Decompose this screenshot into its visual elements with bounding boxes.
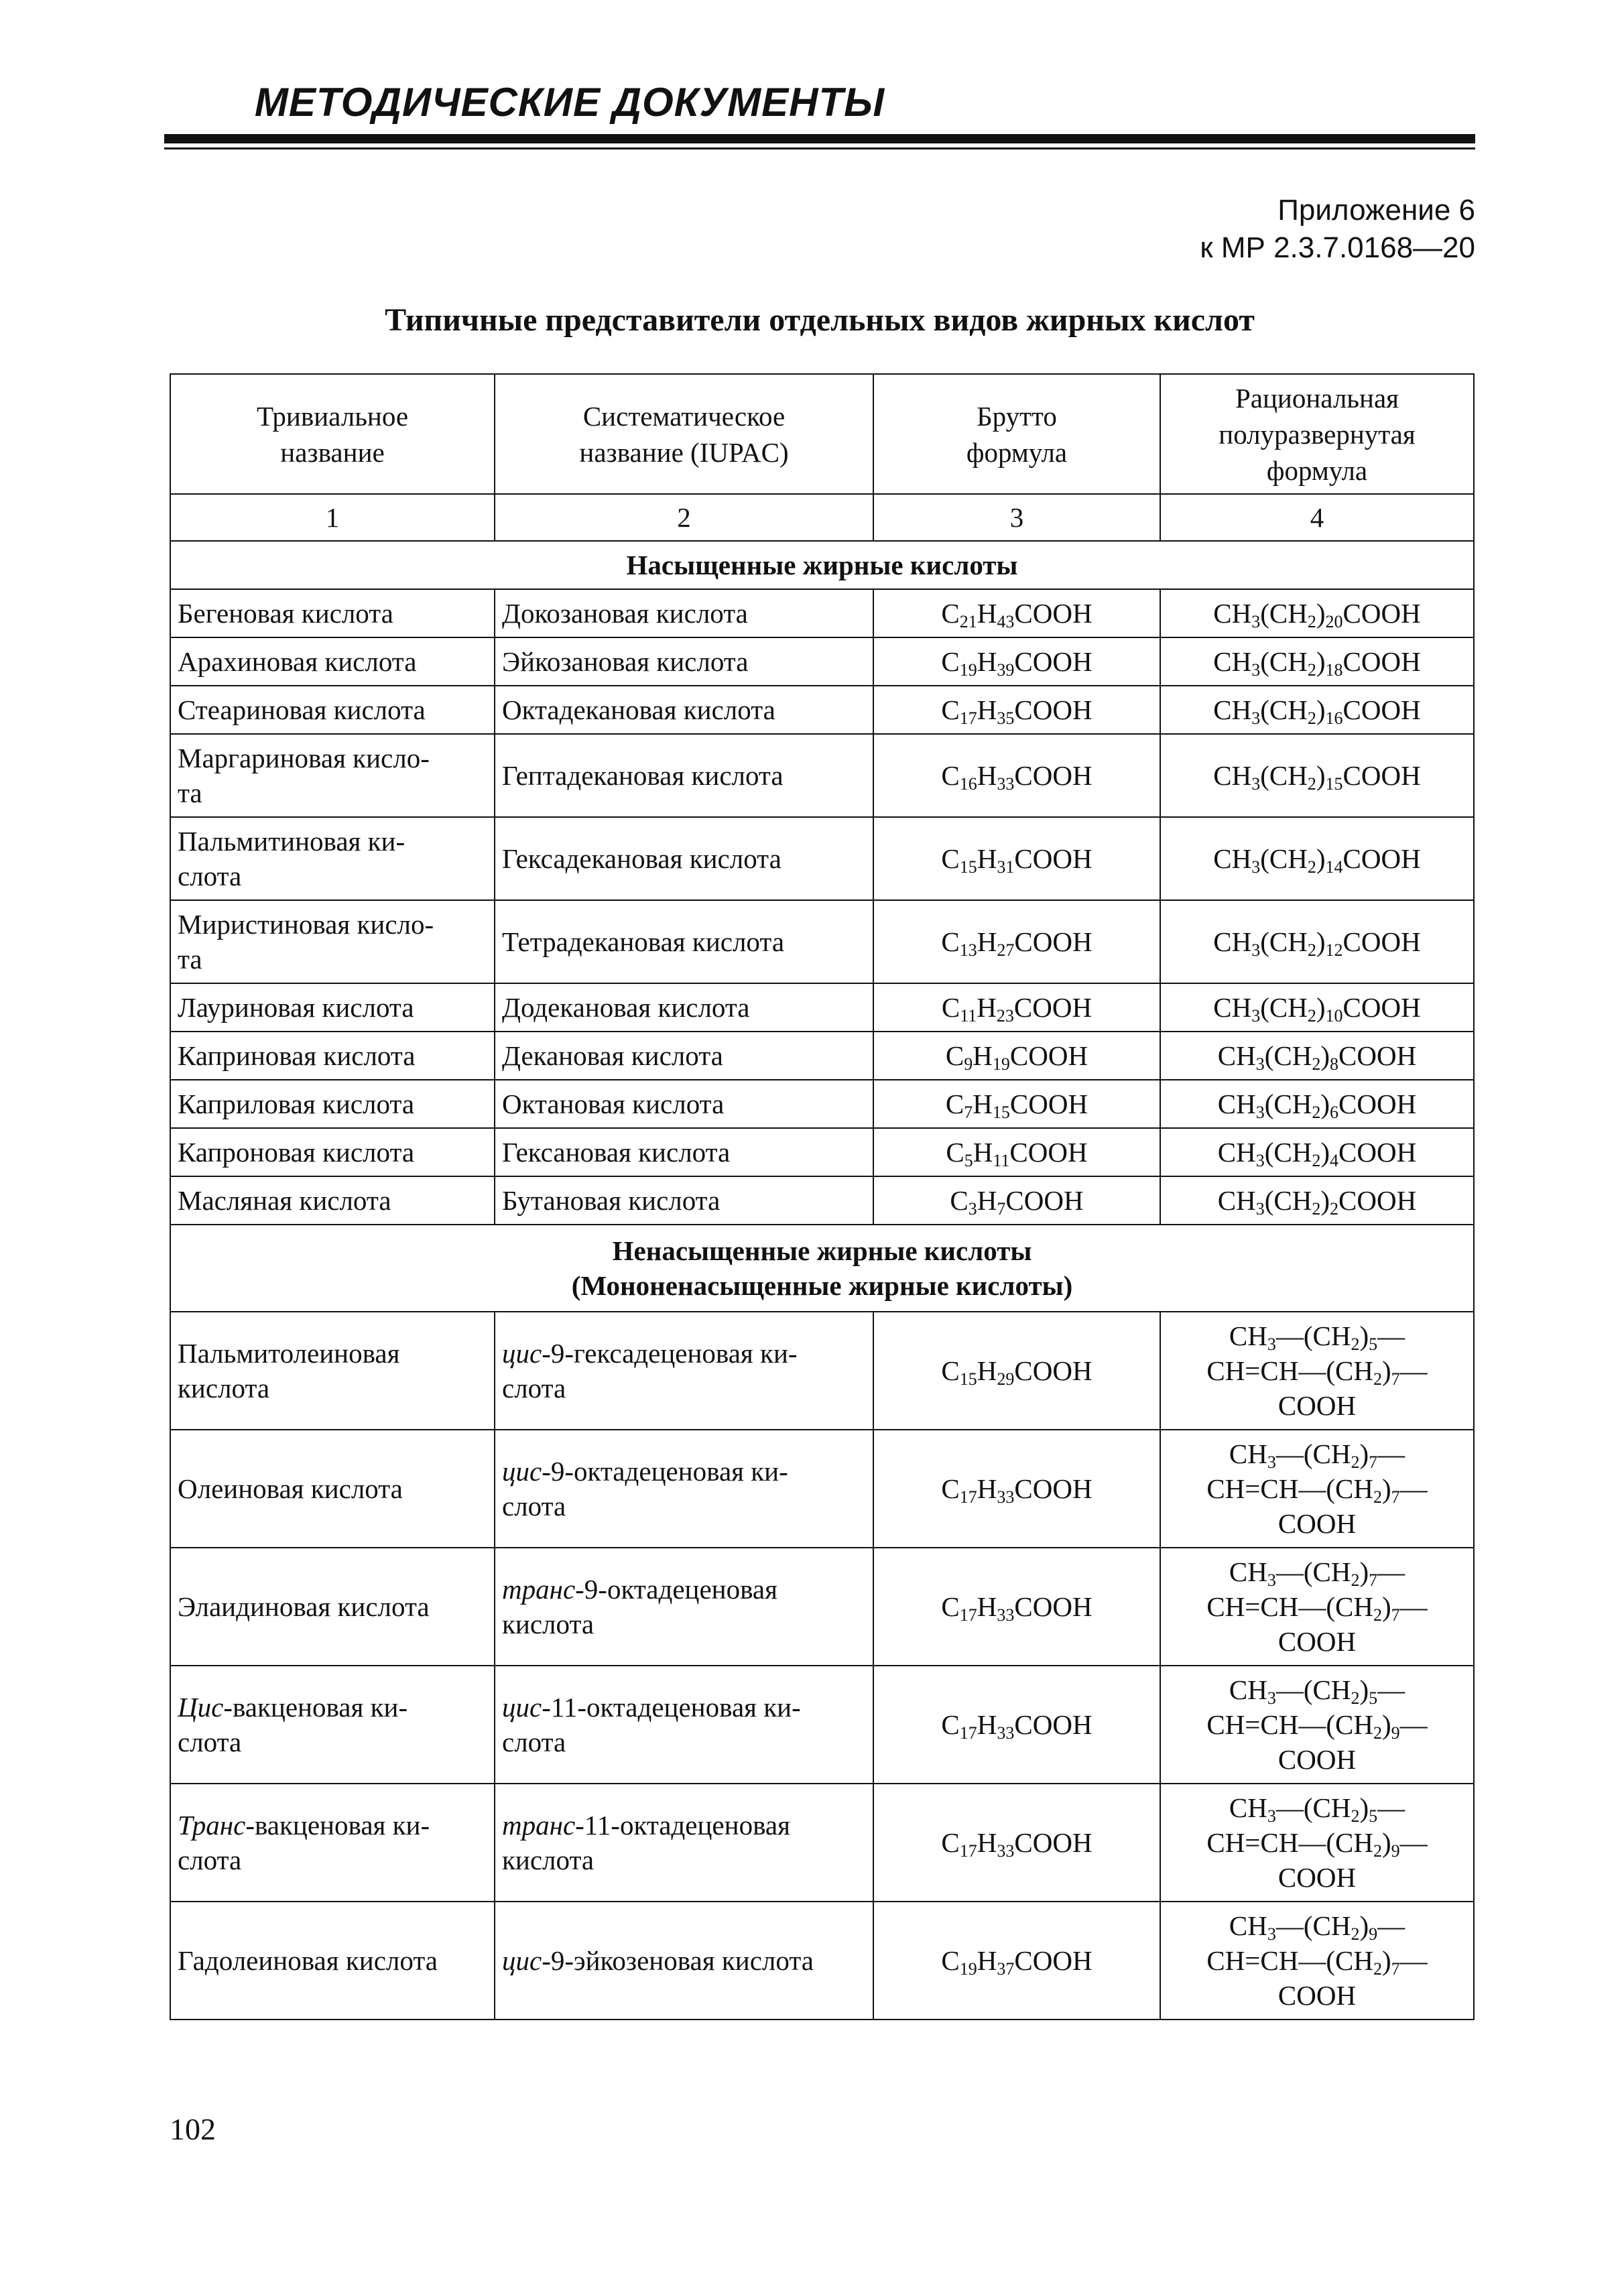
- cell-rational-formula: $CH_3(CH_2)_{14}COOH$: [1160, 817, 1474, 900]
- cell-trivial-name: Каприновая кислота: [170, 1032, 495, 1080]
- cell-brutto-formula: $C_{17}H_{33}COOH$: [873, 1784, 1160, 1902]
- header-rule: [164, 134, 1475, 143]
- table-row: [170, 983, 1474, 1032]
- cell-iupac-name: Октадекановая кислота: [495, 686, 873, 734]
- isomer-prefix: цис: [502, 1692, 542, 1723]
- cell-trivial-name: Цис-вакценовая ки- слота: [170, 1666, 495, 1784]
- cell-rational-formula: $CH_3(CH_2)_2COOH$: [1160, 1176, 1474, 1225]
- cell-brutto-formula: $C_{16}H_{33}COOH$: [873, 734, 1160, 817]
- cell-brutto-formula: $C_{15}H_{29}COOH$: [873, 1312, 1160, 1430]
- table-row: [170, 1430, 1474, 1548]
- cell-trivial-name: Лауриновая кислота: [170, 983, 495, 1032]
- cell-iupac-name: Гептадекановая кислота: [495, 734, 873, 817]
- table-row: [170, 1080, 1474, 1128]
- cell-trivial-name: Пальмитиновая ки- слота: [170, 817, 495, 900]
- cell-brutto-formula: $C_{15}H_{31}COOH$: [873, 817, 1160, 900]
- cell-trivial-name: Гадолеиновая кислота: [170, 1902, 495, 2020]
- cell-trivial-name: Элаидиновая кислота: [170, 1548, 495, 1666]
- cell-trivial-name: Маргариновая кисло- та: [170, 734, 495, 817]
- table-row: [170, 1784, 1474, 1902]
- table-row: [170, 589, 1474, 637]
- table-row: [170, 900, 1474, 983]
- cell-brutto-formula: $C_{11}H_{23}COOH$: [873, 983, 1160, 1032]
- isomer-prefix: цис: [502, 1945, 542, 1976]
- page-number: 102: [170, 2112, 216, 2146]
- column-header: Тривиальное название: [170, 374, 495, 494]
- column-number: 2: [495, 494, 873, 541]
- cell-iupac-name: цис-9-гексадеценовая ки- слота: [495, 1312, 873, 1430]
- table-row: [170, 637, 1474, 686]
- isomer-prefix: транс: [502, 1810, 576, 1841]
- isomer-prefix: цис: [502, 1338, 542, 1369]
- cell-iupac-name: Октановая кислота: [495, 1080, 873, 1128]
- cell-rational-formula: $CH_3(CH_2)_{16}COOH$: [1160, 686, 1474, 734]
- cell-brutto-formula: $C_{17}H_{35}COOH$: [873, 686, 1160, 734]
- cell-rational-formula: $CH_3(CH_2)_{20}COOH$: [1160, 589, 1474, 637]
- cell-rational-formula: $CH_3(CH_2)_{10}COOH$: [1160, 983, 1474, 1032]
- cell-brutto-formula: $C_{13}H_{27}COOH$: [873, 900, 1160, 983]
- section-row: [170, 541, 1474, 589]
- cell-rational-formula: $CH_3(CH_2)_6COOH$: [1160, 1080, 1474, 1128]
- cell-brutto-formula: $C_{21}H_{43}COOH$: [873, 589, 1160, 637]
- cell-brutto-formula: $C_9H_{19}COOH$: [873, 1032, 1160, 1080]
- cell-rational-formula: $CH_3(CH_2)_8COOH$: [1160, 1032, 1474, 1080]
- appendix-label: [1200, 192, 1475, 267]
- cell-brutto-formula: $C_{17}H_{33}COOH$: [873, 1430, 1160, 1548]
- cell-iupac-name: Докозановая кислота: [495, 589, 873, 637]
- isomer-prefix: Транс: [178, 1810, 246, 1841]
- table-row: [170, 1548, 1474, 1666]
- isomer-prefix: цис: [502, 1456, 542, 1487]
- cell-rational-formula: $CH_3—(CH_2)_5—$ $CH=CH—(CH_2)_7—$ COOH: [1160, 1312, 1474, 1430]
- cell-brutto-formula: $C_5H_{11}COOH$: [873, 1128, 1160, 1176]
- cell-trivial-name: Транс-вакценовая ки- слота: [170, 1784, 495, 1902]
- cell-rational-formula: $CH_3—(CH_2)_7—$ $CH=CH—(CH_2)_7—$ COOH: [1160, 1430, 1474, 1548]
- header-rule-thin: [164, 147, 1475, 149]
- cell-brutto-formula: $C_3H_7COOH$: [873, 1176, 1160, 1225]
- cell-trivial-name: Каприловая кислота: [170, 1080, 495, 1128]
- table-row: [170, 1176, 1474, 1225]
- cell-iupac-name: цис-9-октадеценовая ки- слота: [495, 1430, 873, 1548]
- cell-trivial-name: Бегеновая кислота: [170, 589, 495, 637]
- cell-trivial-name: Миристиновая кисло- та: [170, 900, 495, 983]
- cell-rational-formula: $CH_3—(CH_2)_9—$ $CH=CH—(CH_2)_7—$ COOH: [1160, 1902, 1474, 2020]
- column-number-row: [170, 494, 1474, 541]
- cell-brutto-formula: $C_7H_{15}COOH$: [873, 1080, 1160, 1128]
- table-row: [170, 1032, 1474, 1080]
- cell-rational-formula: $CH_3—(CH_2)_5—$ $CH=CH—(CH_2)_9—$ COOH: [1160, 1666, 1474, 1784]
- table-row: [170, 1128, 1474, 1176]
- table-row: [170, 734, 1474, 817]
- cell-iupac-name: Додекановая кислота: [495, 983, 873, 1032]
- section-title: Насыщенные жирные кислоты: [170, 541, 1474, 589]
- column-header: Брутто формула: [873, 374, 1160, 494]
- cell-iupac-name: транс-9-октадеценовая кислота: [495, 1548, 873, 1666]
- cell-rational-formula: $CH_3—(CH_2)_5—$ $CH=CH—(CH_2)_9—$ COOH: [1160, 1784, 1474, 1902]
- cell-iupac-name: Гексановая кислота: [495, 1128, 873, 1176]
- appendix-line2: к МР 2.3.7.0168—20: [1200, 231, 1475, 264]
- cell-rational-formula: $CH_3(CH_2)_{12}COOH$: [1160, 900, 1474, 983]
- cell-trivial-name: Стеариновая кислота: [170, 686, 495, 734]
- running-header: МЕТОДИЧЕСКИЕ ДОКУМЕНТЫ: [254, 80, 885, 125]
- cell-trivial-name: Пальмитолеиновая кислота: [170, 1312, 495, 1430]
- column-header: Систематическое название (IUPAC): [495, 374, 873, 494]
- cell-iupac-name: транс-11-октадеценовая кислота: [495, 1784, 873, 1902]
- column-header: Рациональная полуразвернутая формула: [1160, 374, 1474, 494]
- cell-brutto-formula: $C_{17}H_{33}COOH$: [873, 1548, 1160, 1666]
- section-row: [170, 1225, 1474, 1312]
- table-row: [170, 1312, 1474, 1430]
- column-number: 3: [873, 494, 1160, 541]
- fatty-acids-table: [170, 373, 1475, 2020]
- cell-trivial-name: Капроновая кислота: [170, 1128, 495, 1176]
- cell-rational-formula: $CH_3(CH_2)_{18}COOH$: [1160, 637, 1474, 686]
- cell-brutto-formula: $C_{19}H_{37}COOH$: [873, 1902, 1160, 2020]
- table-row: [170, 1666, 1474, 1784]
- section-title: Ненасыщенные жирные кислоты (Мононенасыщенные жирные кислоты): [170, 1225, 1474, 1312]
- cell-rational-formula: $CH_3—(CH_2)_7—$ $CH=CH—(CH_2)_7—$ COOH: [1160, 1548, 1474, 1666]
- cell-rational-formula: $CH_3(CH_2)_{15}COOH$: [1160, 734, 1474, 817]
- cell-brutto-formula: $C_{19}H_{39}COOH$: [873, 637, 1160, 686]
- column-number: 1: [170, 494, 495, 541]
- cell-iupac-name: Декановая кислота: [495, 1032, 873, 1080]
- table-row: [170, 686, 1474, 734]
- cell-trivial-name: Олеиновая кислота: [170, 1430, 495, 1548]
- cell-iupac-name: цис-9-эйкозеновая кислота: [495, 1902, 873, 2020]
- cell-iupac-name: Тетрадекановая кислота: [495, 900, 873, 983]
- cell-iupac-name: Гексадекановая кислота: [495, 817, 873, 900]
- cell-iupac-name: Бутановая кислота: [495, 1176, 873, 1225]
- cell-brutto-formula: $C_{17}H_{33}COOH$: [873, 1666, 1160, 1784]
- cell-rational-formula: $CH_3(CH_2)_4COOH$: [1160, 1128, 1474, 1176]
- column-number: 4: [1160, 494, 1474, 541]
- isomer-prefix: транс: [502, 1574, 576, 1605]
- cell-iupac-name: цис-11-октадеценовая ки- слота: [495, 1666, 873, 1784]
- cell-trivial-name: Масляная кислота: [170, 1176, 495, 1225]
- header-row: [170, 374, 1474, 494]
- appendix-line1: Приложение 6: [1277, 194, 1475, 227]
- cell-trivial-name: Арахиновая кислота: [170, 637, 495, 686]
- table-row: [170, 1902, 1474, 2020]
- isomer-prefix: Цис: [178, 1692, 224, 1723]
- document-title: Типичные представители отдельных видов жирных кислот: [385, 302, 1255, 338]
- cell-iupac-name: Эйкозановая кислота: [495, 637, 873, 686]
- table-row: [170, 817, 1474, 900]
